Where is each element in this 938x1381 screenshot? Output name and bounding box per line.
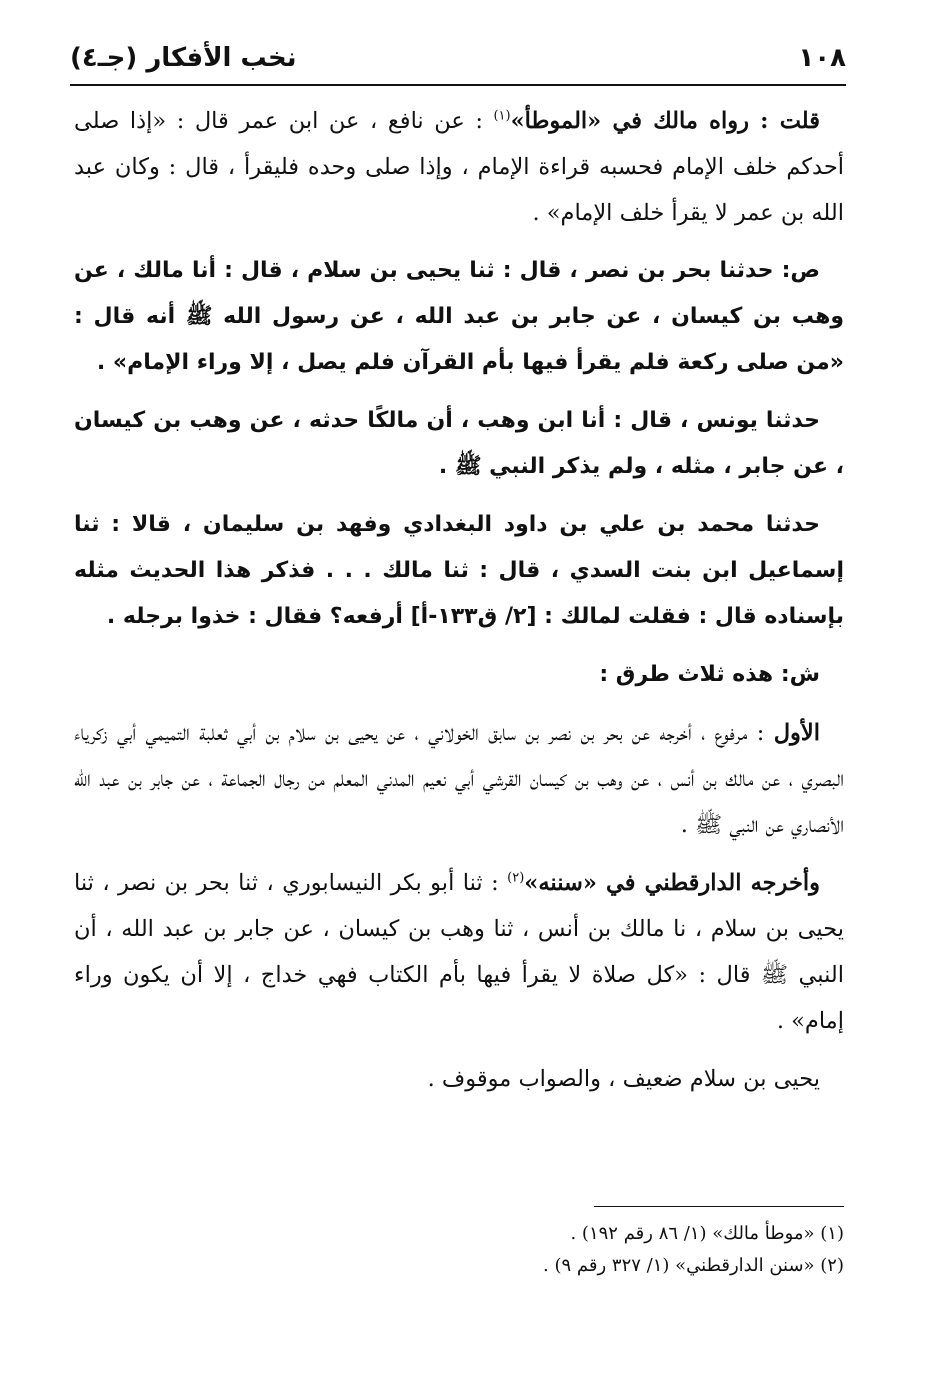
footnotes — [74, 1218, 844, 1282]
paragraph-verdict — [74, 1056, 844, 1102]
paragraph-first-route — [74, 710, 844, 848]
header-rule — [70, 84, 846, 86]
page-body — [74, 98, 844, 1114]
footnote-marker: (١) — [493, 108, 511, 124]
paragraph-hadith-muhammad — [74, 502, 844, 640]
footnote-rule — [594, 1206, 844, 1207]
paragraph-sharh-heading — [74, 652, 844, 698]
paragraph-text: : مرفوع ، أخرجه عن بحر بن نصر بن سابق الخولاني ، عن يحيى بن سلام بن أبي ثعلبة التميمي أبي زكرياء البصري ، عن مالك بن أنس ، عن وهب بن كيسان القرشي أبي نعيم المدني المعلم من رجال الجماعة ، عن جابر بن عبد الله الأنصاري عن النبي ﷺ . — [74, 720, 844, 838]
paragraph-lead: وأخرجه الدارقطني في «سننه» — [524, 870, 820, 896]
paragraph-muwatta — [74, 98, 844, 236]
paragraph-text: حدثنا بحر بن نصر ، قال : ثنا يحيى بن سلام ، قال : أنا مالك ، عن وهب بن كيسان ، عن جابر بن عبد الله ، عن رسول الله ﷺ أنه قال : «من صلى ركعة فلم يقرأ فيها بأم القرآن فلم يصل ، إلا وراء الإمام» . — [74, 258, 844, 375]
paragraph-lead: الأول — [773, 720, 820, 746]
paragraph-lead: ص: — [781, 258, 820, 283]
paragraph-hadith-main — [74, 248, 844, 386]
running-header — [70, 38, 846, 78]
paragraph-lead: قلت : رواه مالك في «الموطأ» — [510, 108, 820, 134]
paragraph-daraqutni — [74, 860, 844, 1044]
paragraph-text: يحيى بن سلام ضعيف ، والصواب موقوف . — [427, 1066, 820, 1092]
paragraph-text: : ثنا أبو بكر النيسابوري ، ثنا بحر بن نصر ، ثنا يحيى بن سلام ، نا مالك بن أنس ، ثنا وهب بن كيسان ، عن جابر بن عبد الله ، أن النبي ﷺ قال : «كل صلاة لا يقرأ فيها بأم الكتاب فهي خداج ، إلا أن يكون وراء إمام» . — [74, 870, 844, 1034]
paragraph-text: : عن نافع ، عن ابن عمر قال : «إذا صلى أحدكم خلف الإمام فحسبه قراءة الإمام ، وإذا صلى وحده فليقرأ ، قال : وكان عبد الله بن عمر لا يقرأ خلف الإمام» . — [74, 108, 844, 226]
paragraph-text: حدثنا محمد بن علي بن داود البغدادي وفهد بن سليمان ، قالا : ثنا إسماعيل ابن بنت السدي ، قال : ثنا مالك . . . فذكر هذا الحديث مثله بإسناده قال : فقلت لمالك : [٢/ ق١٣٣-أ] أرفعه؟ فقال : خذوا برجله . — [74, 512, 844, 629]
book-title: نخب الأفكار (جـ٤) — [70, 43, 297, 73]
footnote-marker: (٢) — [507, 870, 525, 886]
footnote-2: (٢) «سنن الدارقطني» (١/ ٣٢٧ رقم ٩) . — [543, 1255, 844, 1276]
paragraph-hadith-yunus — [74, 398, 844, 490]
paragraph-text: حدثنا يونس ، قال : أنا ابن وهب ، أن مالكًا حدثه ، عن وهب بن كيسان ، عن جابر ، مثله ، ولم يذكر النبي ﷺ . — [74, 408, 844, 479]
page-number: ١٠٨ — [798, 43, 846, 73]
footnote-1: (١) «موطأ مالك» (١/ ٨٦ رقم ١٩٢) . — [570, 1223, 844, 1244]
paragraph-lead: ش: هذه ثلاث طرق : — [599, 662, 820, 687]
